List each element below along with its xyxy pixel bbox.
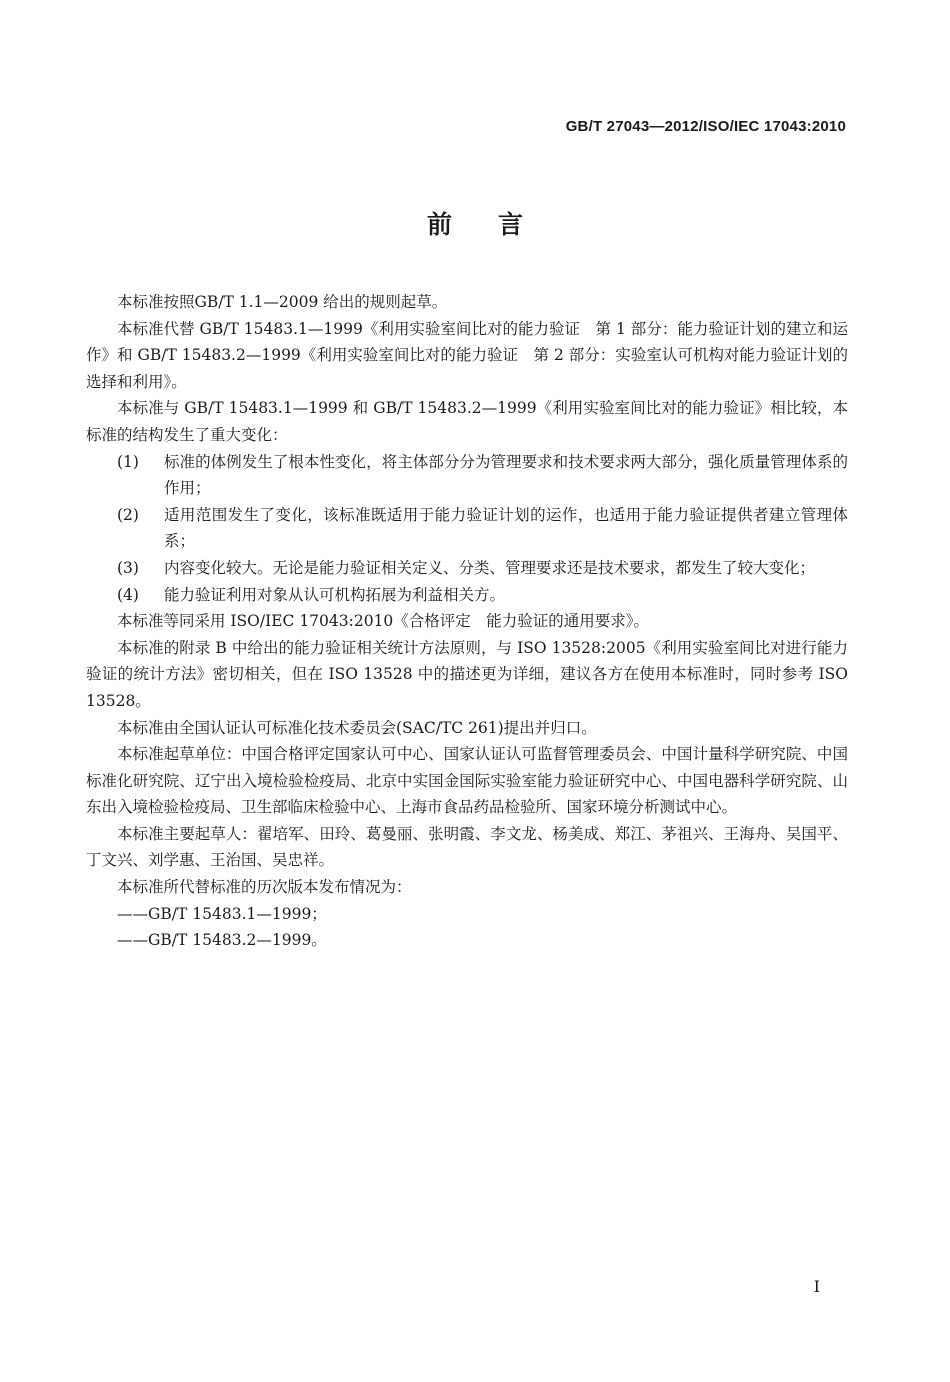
paragraph-drafting-units: 本标准起草单位：中国合格评定国家认可中心、国家认证认可监督管理委员会、中国计量科学研究院、中国标准化研究院、辽宁出入境检验检疫局、北京中实国金国际实验室能力验证研究中心、中国电器科学研究院、山东出入境检验检疫局、卫生部临床检验中心、上海市食品药品检验所、国家环境分析测试中心。 (86, 745, 848, 817)
list-item (86, 449, 848, 502)
list-item (86, 582, 848, 609)
list-item-text: 适用范围发生了变化，该标准既适用于能力验证计划的运作，也适用于能力验证提供者建立管理体系； (164, 505, 848, 551)
list-item-text: 标准的体例发生了根本性变化，将主体部分分为管理要求和技术要求两大部分，强化质量管理体系的作用； (164, 452, 848, 498)
paragraph-drafting-rules: 本标准按照GB/T 1.1—2009 给出的规则起草。 (117, 293, 448, 311)
list-item-number: (2) (117, 505, 139, 524)
paragraph-drafters: 本标准主要起草人：翟培军、田玲、葛曼丽、张明霞、李文龙、杨美成、郑江、茅祖兴、王海舟、吴国平、丁文兴、刘学惠、王治国、吴忠祥。 (86, 824, 848, 870)
paragraph-adoption: 本标准等同采用 ISO/IEC 17043:2010《合格评定 能力验证的通用要求》。 (117, 612, 650, 631)
paragraph-annex-b: 本标准的附录 B 中给出的能力验证相关统计方法原则，与 ISO 13528:2005《利用实验室间比对进行能力验证的统计方法》密切相关，但在 ISO 13528 中的描述更为详细，建议各方在使用本标准时，同时参考 ISO 13528。 (86, 638, 848, 710)
list-item-number: (3) (117, 558, 139, 577)
list-item-number: (4) (117, 585, 139, 604)
history-item: ——GB/T 15483.1—1999； (117, 904, 327, 923)
page-title: 前言 (426, 210, 569, 239)
list-item-number: (1) (117, 452, 139, 471)
history-item: ——GB/T 15483.2—1999。 (117, 931, 327, 950)
list-item-text: 内容变化较大。无论是能力验证相关定义、分类、管理要求还是技术要求，都发生了较大变化； (164, 558, 816, 577)
list-item (86, 555, 848, 582)
document-code-header: GB/T 27043—2012/ISO/IEC 17043:2010 (565, 118, 846, 135)
page-number: I (813, 1277, 820, 1296)
foreword-body (86, 289, 848, 954)
paragraph-comparison: 本标准与 GB/T 15483.1—1999 和 GB/T 15483.2—1999《利用实验室间比对的能力验证》相比较，本标准的结构发生了重大变化： (86, 399, 848, 444)
list-item (86, 502, 848, 555)
paragraph-history-intro: 本标准所代替标准的历次版本发布情况为： (117, 878, 412, 897)
list-item-text: 能力验证利用对象从认可机构拓展为利益相关方。 (164, 585, 506, 604)
paragraph-replaces: 本标准代替 GB/T 15483.1—1999《利用实验室间比对的能力验证 第 1 部分：能力验证计划的建立和运作》和 GB/T 15483.2—1999《利用实验室间比对的能力验证 第 2 部分：实验室认可机构对能力验证计划的选择和利用》。 (86, 319, 848, 391)
paragraph-proposed-by: 本标准由全国认证认可标准化技术委员会(SAC/TC 261)提出并归口。 (117, 718, 597, 737)
